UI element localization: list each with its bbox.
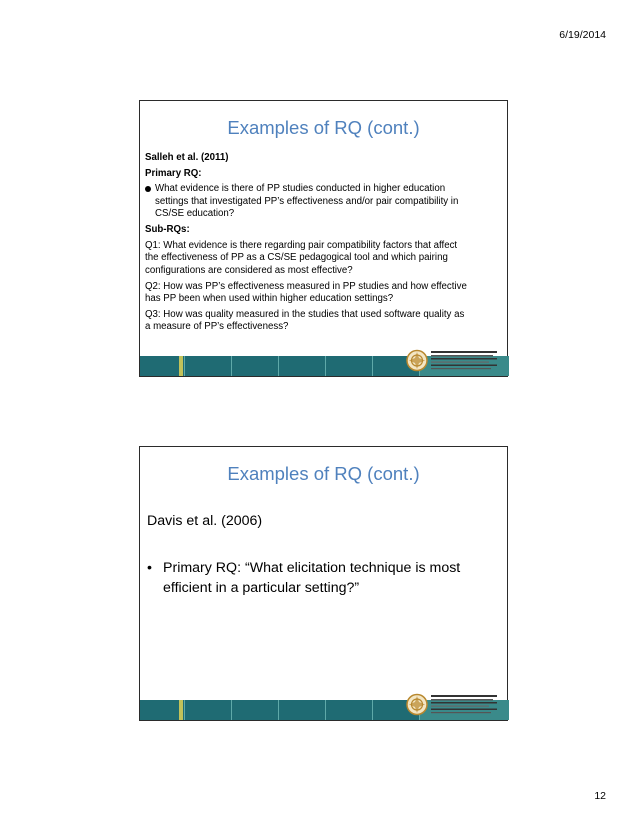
university-crest-logo-icon: [406, 348, 501, 373]
university-crest-logo-icon: [406, 692, 501, 717]
primary-rq-item: [147, 559, 502, 598]
study-citation: Salleh et al. (2011): [145, 152, 229, 163]
bullet-icon: •: [147, 560, 152, 576]
text-line: efficient in a particular setting?”: [163, 579, 360, 596]
q1-paragraph: [145, 240, 499, 277]
primary-rq-item: [145, 183, 499, 220]
slide-title: Examples of RQ (cont.): [227, 117, 420, 138]
text-line: configurations are considered as most effective?: [145, 264, 353, 276]
page-number: 12: [594, 790, 606, 802]
page-date: 6/19/2014: [559, 29, 606, 41]
primary-rq-label: Primary RQ:: [145, 168, 202, 180]
text-line: has PP been when used within higher education settings?: [145, 293, 394, 305]
text-line: What evidence is there of PP studies conducted in higher education: [155, 183, 446, 195]
slide-1: [139, 100, 508, 377]
text-line: Q3: How was quality measured in the studies that used software quality as: [145, 309, 465, 321]
text-line: the effectiveness of PP as a CS/SE pedagogical tool and which pairing: [145, 252, 448, 264]
study-citation: Davis et al. (2006): [147, 513, 263, 529]
q3-paragraph: [145, 309, 499, 333]
text-line: Q1: What evidence is there regarding pair compatibility factors that affect: [145, 240, 458, 252]
text-line: Primary RQ: “What elicitation technique is most: [163, 560, 461, 576]
bullet-icon: [145, 186, 151, 192]
footer-accent-mark: [179, 700, 183, 720]
slide-title: Examples of RQ (cont.): [227, 463, 420, 484]
sub-rqs-label: Sub-RQs:: [145, 224, 190, 236]
slide-body: [145, 152, 499, 334]
q2-paragraph: [145, 281, 499, 305]
text-line: Q2: How was PP’s effectiveness measured in PP studies and how effective: [145, 280, 467, 292]
text-line: settings that investigated PP’s effectiveness and/or pair compatibility in: [155, 195, 459, 207]
text-line: a measure of PP’s effectiveness?: [145, 321, 289, 333]
text-line: CS/SE education?: [155, 207, 235, 219]
slide-2: [139, 446, 508, 721]
footer-accent-mark: [179, 356, 183, 376]
